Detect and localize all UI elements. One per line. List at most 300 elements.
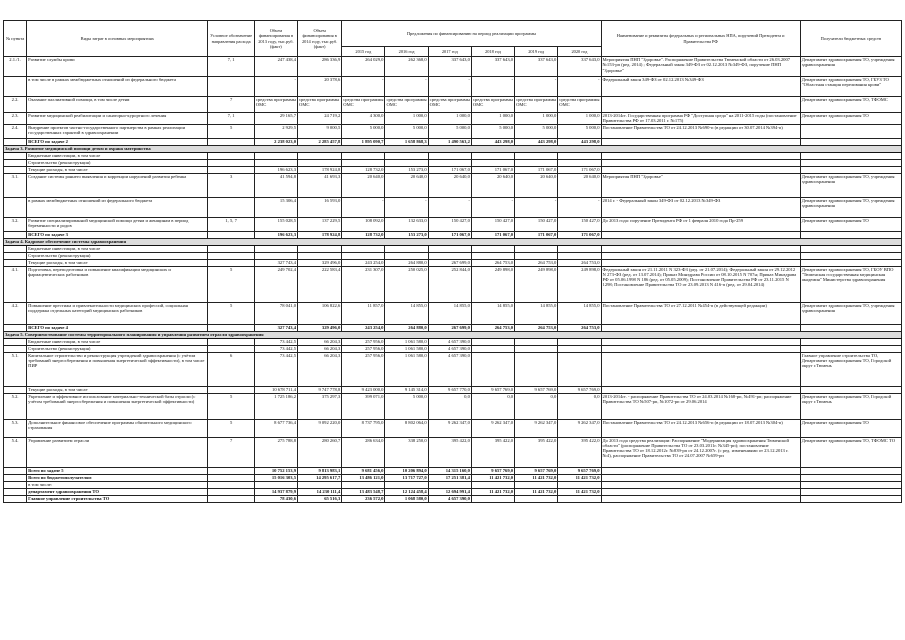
row-year-value <box>342 152 385 159</box>
row-year-value <box>385 152 428 159</box>
header-year: 2017 год <box>428 47 471 57</box>
row-year-value: 20 640,0 <box>471 173 514 197</box>
header-vol-2014: Объем финансирования в 2014 году, тыс.руб.(факт) <box>298 21 342 57</box>
table-row <box>4 97 902 113</box>
row-year-value: - <box>342 77 385 97</box>
row-num <box>4 159 27 166</box>
row-receiver <box>800 481 901 488</box>
row-num <box>4 231 27 238</box>
row-year-value <box>385 252 428 259</box>
row-year-value: 286 634,0 <box>342 437 385 467</box>
row-num: 5.2. <box>4 393 27 419</box>
row-year-value: 257 956,0 <box>342 352 385 386</box>
row-num <box>4 488 27 495</box>
row-vol-2013 <box>254 252 297 259</box>
row-condition <box>208 166 254 173</box>
row-condition <box>208 345 254 352</box>
row-year-value: 243 254,0 <box>342 324 385 331</box>
row-receiver: Главное управление строительства ТО, Департамент здравоохранения ТО, Городской округ г.Тюмень <box>800 352 901 386</box>
row-npa: Мероприятия ПНП "Здоровье". Распоряжение Правительства Тюменской области от 26.03.2007 №153-рп (ред. 2014) ; Федеральный закон 349-ФЗ от 02.12.2013 №349-ФЗ, поручение ПНП "Здоровье" <box>601 57 800 77</box>
row-year-value: 231 307,0 <box>342 266 385 302</box>
row-year-value: 267 699,0 <box>428 259 471 266</box>
table-row <box>4 113 902 125</box>
row-num <box>4 138 27 145</box>
row-receiver <box>800 467 901 474</box>
row-year-value: 9 657 769,0 <box>558 467 601 474</box>
row-vol-2013: 327 743,4 <box>254 324 297 331</box>
row-vol-2013 <box>254 159 297 166</box>
row-text: Развитие службы крови <box>27 57 208 77</box>
row-npa <box>601 386 800 393</box>
row-year-value: 243 254,0 <box>342 259 385 266</box>
header-vol-2013: Объем финансирования в 2013 году, тыс.руб.(факт) <box>254 21 297 57</box>
row-year-value: 5 000,0 <box>385 393 428 419</box>
row-year-value: 0,0 <box>515 393 558 419</box>
row-year-value <box>515 338 558 345</box>
table-row <box>4 77 902 97</box>
row-vol-2014 <box>298 152 342 159</box>
row-condition: 3 <box>208 173 254 197</box>
row-vol-2013: 155 028,5 <box>254 217 297 231</box>
row-vol-2013: 73 442,5 <box>254 338 297 345</box>
row-receiver: Департамент здравоохранения ТО, ТФОМС <box>800 97 901 113</box>
row-vol-2013: 327 743,4 <box>254 259 297 266</box>
row-text: Текущие расходы, в том числе <box>27 166 208 173</box>
row-num: 2.2. <box>4 97 27 113</box>
row-year-value: 14 855,0 <box>515 302 558 324</box>
row-year-value: 337 643,0 <box>515 57 558 77</box>
row-npa: 2013-2014гг. - распоряжение Правительства ТО от 24.03.2014 №168-рп, №491-рп; распоряжение Правительства ТО №507-рп, №1072-рп от 29.06.2014 <box>601 393 800 419</box>
row-num <box>4 474 27 481</box>
row-year-value: 264 753,0 <box>558 259 601 266</box>
row-condition <box>208 197 254 217</box>
header-period: Предложения по финансированию на период реализации программы <box>342 21 601 47</box>
row-num <box>4 245 27 252</box>
row-receiver: Департамент здравоохранения ТО, учреждения здравоохранения <box>800 173 901 197</box>
row-vol-2014: 9 747 778,8 <box>298 386 342 393</box>
row-npa: 2014 г. - Федеральный закон 349-ФЗ от 02.12.2013 №349-ФЗ <box>601 197 800 217</box>
row-year-value: 264 753,0 <box>471 324 514 331</box>
total-row <box>4 474 902 481</box>
row-vol-2013 <box>254 481 297 488</box>
row-year-value <box>428 159 471 166</box>
row-vol-2013: 247 438,4 <box>254 57 297 77</box>
row-year-value: 13 717 727,0 <box>385 474 428 481</box>
row-year-value: 8 802 064,0 <box>385 419 428 437</box>
row-year-value: - <box>428 197 471 217</box>
row-num <box>4 252 27 259</box>
row-vol-2014: 280 260,7 <box>298 437 342 467</box>
row-receiver <box>800 138 901 145</box>
row-year-value: средства программы ОМС <box>342 97 385 113</box>
row-year-value: 153 273,0 <box>385 231 428 238</box>
row-vol-2014: 137 229,5 <box>298 217 342 231</box>
table-row <box>4 266 902 302</box>
row-npa <box>601 481 800 488</box>
row-num <box>4 495 27 502</box>
row-condition: 7, 1 <box>208 57 254 77</box>
row-year-value: 171 067,0 <box>558 166 601 173</box>
row-npa: Мероприятия ПНП "Здоровье" <box>601 173 800 197</box>
row-year-value: 1 061 580,0 <box>385 352 428 386</box>
header-condition: Условное обозначение направления расхода <box>208 21 254 57</box>
row-year-value: 14 855,0 <box>471 302 514 324</box>
row-receiver: Департамент здравоохранения ТО, учреждения здравоохранения <box>800 197 901 217</box>
row-vol-2014: 66 204,3 <box>298 352 342 386</box>
row-num <box>4 197 27 217</box>
row-year-value <box>558 338 601 345</box>
row-year-value <box>342 245 385 252</box>
row-num <box>4 345 27 352</box>
row-year-value: 132 633,0 <box>385 217 428 231</box>
row-vol-2014: 178 924,8 <box>298 166 342 173</box>
row-year-value: 20 640,0 <box>342 173 385 197</box>
row-year-value <box>428 481 471 488</box>
row-text: в том числе: <box>27 481 208 488</box>
row-year-value: 249 898,0 <box>558 266 601 302</box>
row-condition <box>208 138 254 145</box>
row-condition <box>208 159 254 166</box>
budget-table <box>3 20 902 503</box>
row-num <box>4 166 27 173</box>
row-year-value: 153 273,0 <box>385 166 428 173</box>
row-year-value <box>342 481 385 488</box>
row-vol-2013: - <box>254 77 297 97</box>
row-text: Текущие расходы, в том числе <box>27 259 208 266</box>
row-condition: 5 <box>208 393 254 419</box>
row-year-value: 1 895 090,7 <box>342 138 385 145</box>
row-vol-2013: 275 788,8 <box>254 437 297 467</box>
row-text: Оказание паллиативной помощи, в том числе детям <box>27 97 208 113</box>
row-year-value: 250 025,0 <box>385 266 428 302</box>
header-year: 2019 год <box>515 47 558 57</box>
row-vol-2014: 9 813 983,1 <box>298 467 342 474</box>
row-year-value: 9 145 314,0 <box>385 386 428 393</box>
row-year-value: 337 643,0 <box>558 57 601 77</box>
row-condition: 1, 5, 7 <box>208 217 254 231</box>
row-vol-2013: 41 594,8 <box>254 173 297 197</box>
total-row <box>4 467 902 474</box>
row-year-value <box>385 159 428 166</box>
row-year-value: 264 880,0 <box>385 324 428 331</box>
row-receiver <box>800 166 901 173</box>
row-receiver <box>800 245 901 252</box>
row-npa: До 2013 года: поручение Президента РФ от 1 февраля 2010 года Пр-259 <box>601 217 800 231</box>
row-year-value: 128 732,0 <box>342 231 385 238</box>
row-text: в рамках межбюджетных отношений из федерального бюджета <box>27 197 208 217</box>
row-year-value: 9 262 347,0 <box>515 419 558 437</box>
row-year-value: 337 643,0 <box>428 57 471 77</box>
row-num: 2.3. <box>4 113 27 125</box>
row-year-value: - <box>342 197 385 217</box>
row-year-value <box>515 495 558 502</box>
row-vol-2013: 73 442,5 <box>254 345 297 352</box>
row-year-value: 264 753,0 <box>558 324 601 331</box>
row-year-value: 10 206 894,0 <box>385 467 428 474</box>
task-title: Задача 5. Совершенствование системы территориального планирования и управления развитием отрасли здравоохранения <box>4 331 902 338</box>
row-year-value: 1 000,0 <box>515 113 558 125</box>
row-receiver: Департамент здравоохранения ТО <box>800 113 901 125</box>
row-year-value: 1 000,0 <box>385 113 428 125</box>
row-year-value: 171 067,0 <box>515 231 558 238</box>
row-year-value: 171 067,0 <box>428 231 471 238</box>
row-year-value: 20 640,0 <box>385 173 428 197</box>
row-year-value <box>515 252 558 259</box>
row-condition: 5 <box>208 302 254 324</box>
row-year-value: 443 298,0 <box>515 138 558 145</box>
row-year-value <box>515 352 558 386</box>
row-year-value <box>471 345 514 352</box>
header-year: 2015 год <box>342 47 385 57</box>
row-year-value: 13 483 548,7 <box>342 488 385 495</box>
row-vol-2013: 10 752 153,9 <box>254 467 297 474</box>
row-year-value: 264 880,0 <box>385 259 428 266</box>
row-npa <box>601 345 800 352</box>
header-year: 2020 год <box>558 47 601 57</box>
row-year-value: - <box>471 197 514 217</box>
row-receiver: Департамент здравоохранения ТО, Городской округ г.Тюмень <box>800 393 901 419</box>
row-year-value: 0,0 <box>471 393 514 419</box>
row-receiver <box>800 495 901 502</box>
row-num: 5.4. <box>4 437 27 467</box>
table-header-row <box>4 21 902 47</box>
row-receiver <box>800 386 901 393</box>
row-year-value: 264 029,0 <box>342 57 385 77</box>
row-condition <box>208 488 254 495</box>
row-text: Повышение престижа и привлекательности медицинских профессий, социальная поддержка отдельных категорий медицинских работников <box>27 302 208 324</box>
row-year-value: 4 657 390,0 <box>428 345 471 352</box>
table-row <box>4 173 902 197</box>
row-vol-2013: 15 306,4 <box>254 197 297 217</box>
row-year-value: 5 000,0 <box>385 124 428 138</box>
total-row <box>4 488 902 495</box>
row-year-value: - <box>428 77 471 97</box>
row-condition <box>208 245 254 252</box>
row-year-value: 9 657 769,0 <box>558 386 601 393</box>
row-condition <box>208 481 254 488</box>
row-receiver <box>800 345 901 352</box>
task-header-row <box>4 145 902 152</box>
row-receiver: Департамент здравоохранения ТО <box>800 217 901 231</box>
row-receiver <box>800 159 901 166</box>
row-receiver <box>800 252 901 259</box>
row-num: 3.1. <box>4 173 27 197</box>
budget-table-page <box>3 20 902 632</box>
row-year-value: 5 000,0 <box>342 124 385 138</box>
row-year-value: 9 262 347,0 <box>558 419 601 437</box>
row-year-value: 252 844,0 <box>428 266 471 302</box>
row-text: Строительство (реконструкция) <box>27 252 208 259</box>
table-row <box>4 393 902 419</box>
row-year-value: 236 572,0 <box>342 495 385 502</box>
row-year-value: 9 681 456,0 <box>342 467 385 474</box>
row-vol-2014: 41 693,3 <box>298 173 342 197</box>
row-vol-2014: 14 295 617,7 <box>298 474 342 481</box>
row-vol-2014: 66 204,3 <box>298 338 342 345</box>
row-vol-2014 <box>298 159 342 166</box>
row-year-value: 150 427,0 <box>428 217 471 231</box>
row-npa: Постановление Правительства ТО от 27.12.2011 №454-п (в действующей редакции) <box>601 302 800 324</box>
row-year-value: 395 422,0 <box>515 437 558 467</box>
row-year-value: 4 657 390,0 <box>428 338 471 345</box>
row-year-value: 0,0 <box>558 393 601 419</box>
row-text: Бюджетные инвестиции, в том числе <box>27 152 208 159</box>
row-year-value <box>515 245 558 252</box>
row-year-value: 108 092,0 <box>342 217 385 231</box>
row-year-value: 264 753,0 <box>471 259 514 266</box>
row-num <box>4 467 27 474</box>
row-year-value: 395 422,0 <box>428 437 471 467</box>
row-receiver <box>800 124 901 138</box>
table-row <box>4 166 902 173</box>
header-num: № пункта <box>4 21 27 57</box>
row-npa <box>601 97 800 113</box>
row-vol-2014 <box>298 481 342 488</box>
row-receiver <box>800 231 901 238</box>
table-row <box>4 252 902 259</box>
row-year-value <box>558 152 601 159</box>
row-num: 2.4. <box>4 124 27 138</box>
row-year-value: 5 000,0 <box>471 124 514 138</box>
row-vol-2013 <box>254 152 297 159</box>
row-receiver <box>800 259 901 266</box>
row-text: Развитие специализированной медицинской помощи детям и женщинам в период беременности и родов <box>27 217 208 231</box>
table-row <box>4 481 902 488</box>
row-text: Управление развитием отрасли <box>27 437 208 467</box>
row-year-value: 5 000,0 <box>515 124 558 138</box>
row-text: Всего по задаче 5 <box>27 467 208 474</box>
row-year-value: 11 857,0 <box>342 302 385 324</box>
row-vol-2014: 65 516,3 <box>298 495 342 502</box>
row-vol-2013: 8 677 736,4 <box>254 419 297 437</box>
row-year-value: 1 000,0 <box>428 113 471 125</box>
row-npa <box>601 467 800 474</box>
row-year-value: - <box>385 197 428 217</box>
row-vol-2013: 249 702,4 <box>254 266 297 302</box>
table-row <box>4 338 902 345</box>
row-year-value: 20 640,0 <box>515 173 558 197</box>
row-num: 2.1./1. <box>4 57 27 77</box>
row-year-value: 11 421 732,0 <box>558 488 601 495</box>
row-receiver <box>800 324 901 331</box>
row-npa <box>601 231 800 238</box>
row-receiver: Департамент здравоохранения ТО, учреждения здравоохранения <box>800 302 901 324</box>
row-vol-2013: средства программы ОМС <box>254 97 297 113</box>
row-vol-2013: 2 929,5 <box>254 124 297 138</box>
row-year-value <box>471 338 514 345</box>
row-year-value: 11 421 732,0 <box>471 488 514 495</box>
row-vol-2014: 222 583,4 <box>298 266 342 302</box>
row-year-value: 338 250,0 <box>385 437 428 467</box>
header-npa: Наименование и реквизиты федеральных и региональных НПА, поручений Президента и Правительства РФ <box>601 21 800 57</box>
row-text: Текущие расходы, в том числе <box>27 386 208 393</box>
row-year-value: средства программы ОМС <box>515 97 558 113</box>
row-year-value: 171 067,0 <box>558 231 601 238</box>
row-year-value <box>342 159 385 166</box>
row-receiver: Департамент здравоохранения ТО, ТФОМС ТО <box>800 437 901 467</box>
row-year-value: 11 421 732,0 <box>558 474 601 481</box>
row-text: ВСЕГО по задаче 4 <box>27 324 208 331</box>
row-year-value: 20 640,0 <box>428 173 471 197</box>
row-year-value: 443 298,0 <box>471 138 514 145</box>
row-text: ВСЕГО по задаче 3 <box>27 231 208 238</box>
row-npa <box>601 324 800 331</box>
row-year-value: 399 071,0 <box>342 393 385 419</box>
row-year-value <box>515 345 558 352</box>
row-year-value: 257 956,0 <box>342 338 385 345</box>
row-vol-2014: средства программы ОМС <box>298 97 342 113</box>
row-vol-2014: 329 496,0 <box>298 259 342 266</box>
row-year-value: 5 000,0 <box>558 124 601 138</box>
row-vol-2013: 78 041,0 <box>254 302 297 324</box>
task-title: Задача 3. Развитие медицинской помощи детям и охрана материнства <box>4 145 902 152</box>
table-row <box>4 302 902 324</box>
row-receiver: Департамент здравоохранения ТО, ГБУЗ ТО "Областная станция переливания крови" <box>800 77 901 97</box>
table-row <box>4 259 902 266</box>
table-body <box>4 57 902 503</box>
row-year-value: средства программы ОМС <box>471 97 514 113</box>
row-year-value: 9 423 000,0 <box>342 386 385 393</box>
row-year-value: 11 421 732,0 <box>515 488 558 495</box>
row-year-value <box>558 245 601 252</box>
row-year-value: 5 000,0 <box>428 124 471 138</box>
row-year-value: 249 898,0 <box>471 266 514 302</box>
row-year-value: - <box>385 77 428 97</box>
row-text: Бюджетные инвестиции, в том числе <box>27 245 208 252</box>
row-year-value <box>558 495 601 502</box>
row-num <box>4 259 27 266</box>
row-receiver: Департамент здравоохранения ТО, учреждения здравоохранения <box>800 57 901 77</box>
row-npa <box>601 138 800 145</box>
row-year-value: 13 486 121,0 <box>342 474 385 481</box>
row-text: в том числе в рамках межбюджетных отношений из федерального бюджета <box>27 77 208 97</box>
row-text: Капитальное строительство и реконструкция учреждений здравоохранения (с учётом требований энергосбережения и повышения энергетической эффективности), в том числе ПИР <box>27 352 208 386</box>
row-year-value <box>558 345 601 352</box>
row-year-value: 443 298,0 <box>558 138 601 145</box>
row-vol-2014: 20 378,6 <box>298 77 342 97</box>
header-year: 2016 год <box>385 47 428 57</box>
row-year-value: 128 732,0 <box>342 166 385 173</box>
row-npa: До 2013 года средства реализации: Распоряжение "Модернизация здравоохранения Тюменской области" (распоряжение Правительства ТО от 23.03.2011г. №345-рп); постановление Правительства ТО от 18.12.2012г. №839-рп от 24.12.2007г. (с ред. изменениями от 23.12.2013 г. №4), распоряжение Правительства ТО от 24.07.2007 №659-рп <box>601 437 800 467</box>
row-year-value: 171 067,0 <box>471 231 514 238</box>
row-receiver <box>800 338 901 345</box>
row-num: 5.3. <box>4 419 27 437</box>
row-year-value: 9 262 347,0 <box>428 419 471 437</box>
row-year-value: - <box>515 197 558 217</box>
row-npa <box>601 352 800 386</box>
row-num: 5.1. <box>4 352 27 386</box>
row-condition: 6 <box>208 352 254 386</box>
row-vol-2014: 16 593,0 <box>298 197 342 217</box>
row-year-value: 14 315 160,0 <box>428 467 471 474</box>
total-row <box>4 231 902 238</box>
row-year-value: 249 898,0 <box>515 266 558 302</box>
row-condition: 5 <box>208 266 254 302</box>
row-num <box>4 386 27 393</box>
row-receiver <box>800 488 901 495</box>
row-text: ВСЕГО по задаче 2 <box>27 138 208 145</box>
row-npa <box>601 474 800 481</box>
row-vol-2013 <box>254 245 297 252</box>
row-year-value <box>471 352 514 386</box>
table-row <box>4 352 902 386</box>
row-year-value: - <box>471 77 514 97</box>
row-year-value: 4 657 390,0 <box>428 495 471 502</box>
row-year-value <box>471 152 514 159</box>
row-year-value: 12 694 991,4 <box>428 488 471 495</box>
row-text: Главное управление строительства ТО <box>27 495 208 502</box>
header-year: 2018 год <box>471 47 514 57</box>
